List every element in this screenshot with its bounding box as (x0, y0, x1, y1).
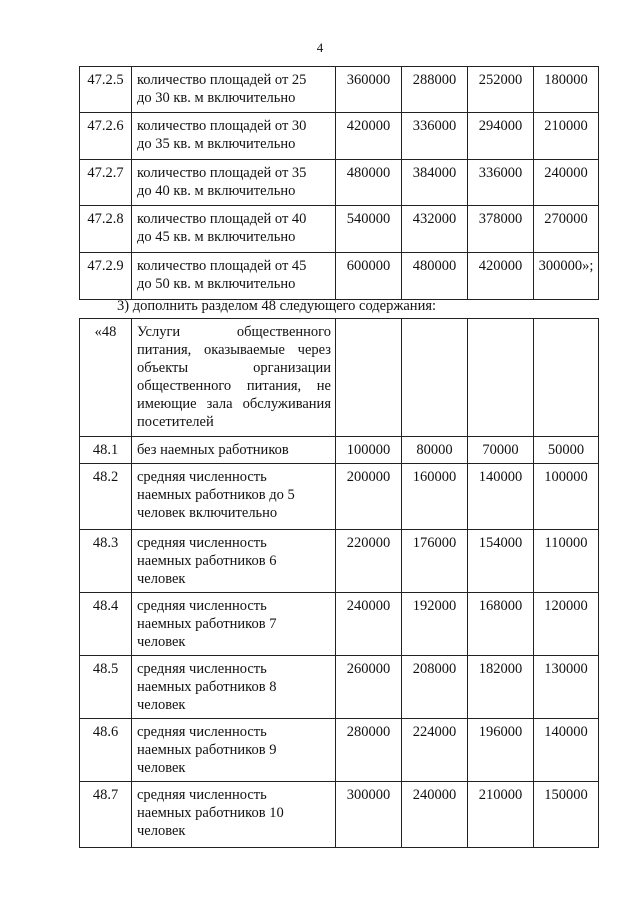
value-cell: 80000 (402, 437, 468, 464)
description-line: до 35 кв. м включительно (137, 136, 296, 152)
value-cell: 220000 (336, 530, 402, 593)
value-cell: 600000 (336, 253, 402, 300)
value-cell: 420000 (336, 113, 402, 160)
description-line: общественного питания, не (137, 378, 331, 394)
value-cell: 120000 (534, 593, 599, 656)
value-cell: 224000 (402, 719, 468, 782)
section-header-row (80, 319, 599, 437)
value-cell: 50000 (534, 437, 599, 464)
row-code: 47.2.5 (80, 67, 132, 113)
value-cell: 384000 (402, 160, 468, 206)
value-cell: 336000 (402, 113, 468, 160)
description-cell (132, 593, 336, 656)
row-code: 47.2.6 (80, 113, 132, 160)
description-line: средняя численность (137, 535, 267, 551)
value-cell: 378000 (468, 206, 534, 253)
page-number: 4 (316, 40, 324, 55)
table-row (80, 253, 599, 300)
description-line: наемных работников 8 (137, 679, 277, 695)
empty-value-cell (534, 319, 599, 437)
value-cell: 100000 (534, 464, 599, 530)
description-cell (132, 206, 336, 253)
row-code: 48.6 (80, 719, 132, 782)
value-cell: 100000 (336, 437, 402, 464)
table-row (80, 464, 599, 530)
description-line: человек (137, 697, 186, 713)
value-cell: 240000 (402, 782, 468, 848)
description-line: наемных работников 9 (137, 742, 277, 758)
row-code: 48.7 (80, 782, 132, 848)
value-cell: 140000 (534, 719, 599, 782)
description-line: средняя численность (137, 598, 267, 614)
value-cell: 110000 (534, 530, 599, 593)
table-row (80, 113, 599, 160)
value-cell: 182000 (468, 656, 534, 719)
value-cell: 260000 (336, 656, 402, 719)
value-cell: 150000 (534, 782, 599, 848)
row-code: 47.2.9 (80, 253, 132, 300)
row-code: 47.2.7 (80, 160, 132, 206)
value-cell: 240000 (336, 593, 402, 656)
value-cell: 196000 (468, 719, 534, 782)
description-cell (132, 113, 336, 160)
description-line: без наемных работников (137, 442, 289, 458)
table-row (80, 656, 599, 719)
description-line: человек (137, 634, 186, 650)
table-row (80, 437, 599, 464)
description-line: человек (137, 823, 186, 839)
value-cell: 270000 (534, 206, 599, 253)
description-line: количество площадей от 30 (137, 118, 307, 134)
value-cell: 160000 (402, 464, 468, 530)
row-code: 48.4 (80, 593, 132, 656)
description-line: количество площадей от 35 (137, 165, 307, 181)
description-line: средняя численность (137, 787, 267, 803)
description-cell (132, 160, 336, 206)
description-cell (132, 782, 336, 848)
value-cell: 480000 (402, 253, 468, 300)
table-row (80, 593, 599, 656)
value-cell: 210000 (534, 113, 599, 160)
description-cell (132, 319, 336, 437)
description-line: человек (137, 760, 186, 776)
value-cell: 288000 (402, 67, 468, 113)
table-row (80, 719, 599, 782)
value-cell: 210000 (468, 782, 534, 848)
row-code: 48.5 (80, 656, 132, 719)
description-cell (132, 719, 336, 782)
description-line: человек (137, 571, 186, 587)
description-line: до 30 кв. м включительно (137, 90, 296, 106)
description-line: до 45 кв. м включительно (137, 229, 296, 245)
description-line: количество площадей от 40 (137, 211, 307, 227)
value-cell: 240000 (534, 160, 599, 206)
empty-value-cell (468, 319, 534, 437)
value-cell: 294000 (468, 113, 534, 160)
description-cell (132, 437, 336, 464)
table-row (80, 530, 599, 593)
description-line: средняя численность (137, 661, 267, 677)
tax-table-48 (79, 318, 599, 848)
description-line: объекты организации (137, 360, 331, 376)
clause-text: 3) дополнить разделом 48 следующего содержания: (117, 298, 437, 314)
value-cell: 176000 (402, 530, 468, 593)
description-line: до 50 кв. м включительно (137, 276, 296, 292)
value-cell: 154000 (468, 530, 534, 593)
description-line: имеющие зала обслуживания (137, 396, 331, 412)
description-line: Услуги общественного (137, 324, 331, 340)
value-cell: 70000 (468, 437, 534, 464)
description-cell (132, 253, 336, 300)
table-row (80, 782, 599, 848)
description-line: количество площадей от 45 (137, 258, 307, 274)
value-cell: 140000 (468, 464, 534, 530)
value-cell: 420000 (468, 253, 534, 300)
description-line: посетителей (137, 414, 214, 430)
row-code: 48.2 (80, 464, 132, 530)
value-cell: 432000 (402, 206, 468, 253)
value-cell: 300000 (336, 782, 402, 848)
row-code: 47.2.8 (80, 206, 132, 253)
description-cell (132, 464, 336, 530)
description-cell (132, 656, 336, 719)
value-cell: 360000 (336, 67, 402, 113)
section-code: «48 (80, 319, 132, 437)
description-line: средняя численность (137, 469, 267, 485)
value-cell: 192000 (402, 593, 468, 656)
description-line: до 40 кв. м включительно (137, 183, 296, 199)
row-code: 48.1 (80, 437, 132, 464)
table-row (80, 206, 599, 253)
value-cell: 130000 (534, 656, 599, 719)
value-cell: 180000 (534, 67, 599, 113)
value-cell: 208000 (402, 656, 468, 719)
tax-table-47 (79, 66, 599, 300)
value-cell: 200000 (336, 464, 402, 530)
description-line: наемных работников 6 (137, 553, 277, 569)
description-line: наемных работников 10 (137, 805, 284, 821)
row-code: 48.3 (80, 530, 132, 593)
description-cell (132, 530, 336, 593)
table-row (80, 160, 599, 206)
value-cell: 280000 (336, 719, 402, 782)
description-line: количество площадей от 25 (137, 72, 307, 88)
description-line: наемных работников до 5 (137, 487, 295, 503)
description-line: питания, оказываемые через (137, 342, 331, 358)
value-cell: 300000»; (534, 253, 599, 300)
value-cell: 480000 (336, 160, 402, 206)
empty-value-cell (402, 319, 468, 437)
value-cell: 540000 (336, 206, 402, 253)
table-row (80, 67, 599, 113)
value-cell: 336000 (468, 160, 534, 206)
value-cell: 168000 (468, 593, 534, 656)
description-line: человек включительно (137, 505, 278, 521)
value-cell: 252000 (468, 67, 534, 113)
description-line: средняя численность (137, 724, 267, 740)
description-line: наемных работников 7 (137, 616, 277, 632)
description-cell (132, 67, 336, 113)
empty-value-cell (336, 319, 402, 437)
